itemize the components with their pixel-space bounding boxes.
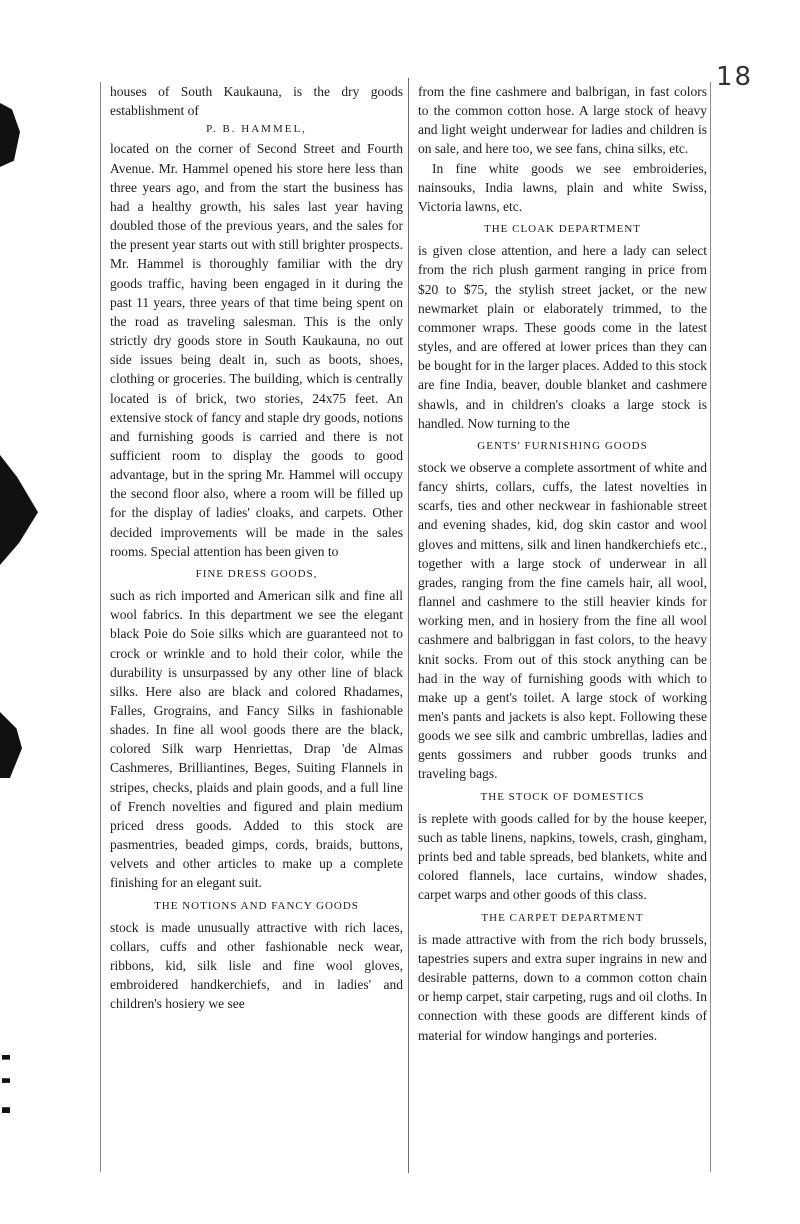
section-heading: THE CLOAK DEPARTMENT xyxy=(483,223,642,236)
article-paragraph: is made attractive with from the rich body brussels, tapestries supers and extra super ingrains in new and desirable patterns, down to a common cotton chain or hemp carpet, stair carpeting, rugs and oil cloths. In connection with these goods are different kinds of material for window hangings and porteries. xyxy=(418,931,707,1043)
article-paragraph: from the fine cashmere and balbrigan, in fast colors to the common cotton hose. A large stock of heavy and light weight underwear for ladies and children is on sale, and here too, we see fans, china silks, etc. xyxy=(418,84,707,157)
page-number: 18 xyxy=(716,62,754,92)
proprietor-name: P. B. HAMMEL, xyxy=(206,123,307,136)
right-column xyxy=(418,82,707,1045)
binding-hole-mark xyxy=(0,712,22,778)
binding-hole-mark xyxy=(2,1055,10,1113)
article-paragraph: In fine white goods we see embroideries, nainsouks, India lawns, plain and white Swiss, Victoria lawns, etc. xyxy=(418,160,707,214)
article-paragraph: stock we observe a complete assortment of white and fancy shirts, collars, cuffs, the latest novelties in scarfs, ties and other neckwear in fashionable street and evening shades, kid, dog skin castor and wool gloves and mittens, silk and linen handkerchiefs etc., together with a large stock of underwear in all grades, ranging from the fine camels hair, all wool, flannel and cashmere to the still heavier kinds for working men, and in hosiery from the fine all wool cashmere and balbriggan in fast colors, to the heavy knit socks. From out of this stock anything can be had in the way of furnishing goods with which to make up a gent's toilet. A large stock of working men's pants and jackets is also kept. Following these goods we see silk and cambric umbrellas, ladies and gents gossimers and rubber goods trunks and traveling bags. xyxy=(418,459,707,782)
column-rule-left xyxy=(100,82,101,1172)
article-paragraph: such as rich imported and American silk and fine all wool fabrics. In this department we see the elegant black Poie do Soie silks which are guaranteed not to crock or wrinkle and to hold their color, while the durability is unsurpassed by any other line of black silks. Here also are black and colored Rhadames, Falles, Grograins, and Fancy Silks in fashionable shades. In fine all wool goods there are the black, colored Silk warp Henriettas, Drap 'de Almas Cashmeres, Brilliantines, Beges, Suiting Flannels in stripes, checks, plaids and plain goods, and a full line of French novelties and figured and plain medium priced dress goods. Added to this stock are pasmentries, beaded gimps, cords, braids, buttons, velvets and other articles to make up a complete finishing for an elegant suit. xyxy=(110,588,403,891)
section-heading: THE NOTIONS AND FANCY GOODS xyxy=(154,899,359,912)
article-paragraph: located on the corner of Second Street and Fourth Avenue. Mr. Hammel opened his store here less than three years ago, and from the start the business has had a healthy growth, his sales last year having doubled those of the previous years, and the sales for the present year starts out with still brighter prospects. Mr. Hammel is thoroughly familiar with the dry goods traffic, having been engaged in it during the past 11 years, three years of that time being spent on the road as traveling salesman. This is the only strictly dry goods store in South Kaukauna, no out side issues being dealt in, such as boots, shoes, clothing or groceries. The building, which is centrally located is of brick, two stories, 24x75 feet. An extensive stock of fancy and staple dry goods, notions and furnishing goods is carried and there is not sufficient room to display the goods to good advantage, but in the spring Mr. Hammel will occupy the second floor also, where a room will be filled up for the display of ladies' cloaks, and carpets. Other decided improvements will be made in the sales rooms. Special attention has been given to xyxy=(110,141,403,559)
binding-hole-mark xyxy=(0,103,20,167)
column-rule-right xyxy=(710,82,711,1172)
article-paragraph: stock is made unusually attractive with rich laces, collars, cuffs and other fashionable neck wear, ribbons, kid, silk lisle and fine wool gloves, embroidered handkerchiefs, and in ladies' and children's hosiery we see xyxy=(110,919,403,1012)
binding-hole-mark xyxy=(0,455,38,565)
section-heading: THE STOCK OF DOMESTICS xyxy=(480,790,645,803)
article-paragraph: is replete with goods called for by the house keeper, such as table linens, napkins, towels, crash, gingham, prints bed and table spreads, bed blankets, white and colored flannels, lace curtains, window shades, carpet warps and other goods of this class. xyxy=(418,810,707,903)
section-heading: THE CARPET DEPARTMENT xyxy=(481,911,644,924)
section-heading: GENTS' FURNISHING GOODS xyxy=(477,439,648,452)
column-divider xyxy=(408,78,409,1173)
section-heading: FINE DRESS GOODS, xyxy=(195,567,318,580)
left-column xyxy=(110,82,403,1014)
article-paragraph: houses of South Kaukauna, is the dry goods establishment of xyxy=(110,84,403,119)
article-paragraph: is given close attention, and here a lady can select from the rich plush garment ranging in price from $20 to $75, the stylish street jacket, or the new newmarket plain or elaborately trimmed, to the commoner wraps. These goods come in the latest styles, and are offered at lower prices than they can be bought for in the larger places. Added to this stock are fine India, beaver, double blanket and cashmere shawls, and in children's cloaks a large stock is handled. Now turning to the xyxy=(418,243,707,431)
